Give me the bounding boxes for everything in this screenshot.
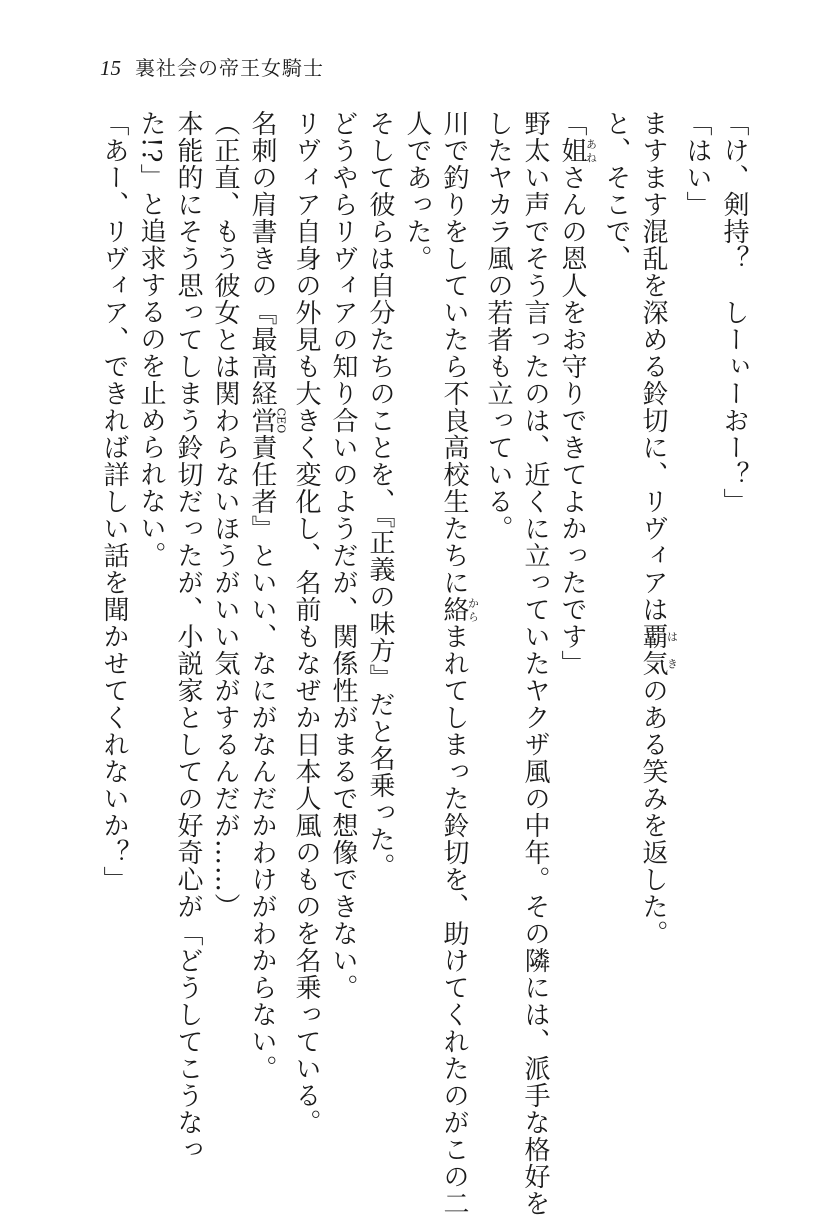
text-line-13: 名刺の肩書きの『最高経営責任者CEO』といい、なにがなんだかわけがわからない。 [247, 110, 288, 1082]
ruby-kara: 絡から [439, 596, 480, 623]
text-line-6: 野太い声でそう言ったのは、近くに立っていたヤクザ風の中年。その隣には、派手な格好を [520, 110, 550, 1217]
text-line-16: た!?」と追求するのを止められない。 [136, 110, 166, 569]
ruby-ane: 姐あね [557, 137, 598, 164]
text-line-7: したヤカラ風の若者も立っている。 [483, 110, 513, 542]
text-line-3: ますます混乱を深める鈴切に、リヴィアは覇気はきのある笑みを返した。 [638, 110, 679, 947]
ruby-ceo: 最高経営責任者CEO [247, 326, 288, 515]
body-text [95, 110, 752, 1217]
ruby-haki: 覇気はき [638, 623, 679, 677]
text-line-1: 「け、剣持？ しーぃーおー？」 [719, 110, 749, 515]
text-line-5: 「姐あねさんの恩人をお守りできてよかったです」 [557, 110, 598, 677]
text-line-17: 「あー、リヴィア、できれば詳しい話を聞かせてくれないか？」 [99, 110, 129, 893]
text-line-2: 「はい」 [682, 110, 712, 218]
text-line-15: 本能的にそう思ってしまう鈴切だったが、小説家としての好奇心が「どうしてこうなっ [173, 110, 203, 1163]
text-line-8: 川で釣りをしていたら不良高校生たちに絡からまれてしまった鈴切を、助けてくれたのがこの二 [439, 110, 480, 1217]
text-line-9: 人であった。 [402, 110, 432, 272]
text-line-4: と、そこで、 [601, 110, 631, 272]
text-line-10: そして彼らは自分たちのことを、『正義の味方』だと名乗った。 [365, 110, 395, 880]
book-title: 裏社会の帝王女騎士 [135, 56, 324, 80]
text-line-12: リヴィア自身の外見も大きく変化し、名前もなぜか日本人風のものを名乗っている。 [291, 110, 321, 1136]
text-line-11: どうやらリヴィアの知り合いのようだが、関係性がまるで想像できない。 [328, 110, 358, 1001]
page-number: 15 [100, 56, 121, 80]
text-line-14: （正直、もう彼女とは関わらないほうがいい気がするんだが……） [210, 110, 240, 920]
running-header [100, 58, 324, 79]
